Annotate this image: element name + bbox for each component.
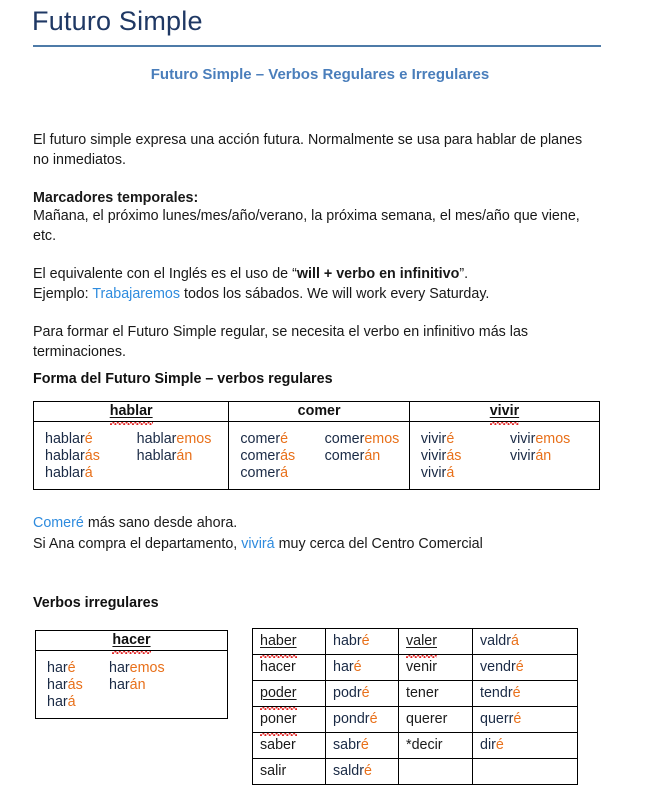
verb-stem: hablar: [136, 448, 177, 464]
example1-rest: más sano desde ahora.: [83, 515, 238, 531]
verb-form: [240, 431, 324, 448]
verb-ending: é: [369, 711, 378, 727]
verb-stem: vendr: [480, 659, 516, 675]
hacer-conjugation-table: [35, 630, 228, 719]
verb-form: [333, 763, 372, 779]
page-title: Futuro Simple: [32, 6, 203, 36]
verb-form: [137, 465, 229, 482]
verb-infinitive: hacer: [260, 659, 296, 675]
verb-infinitive: querer: [406, 711, 448, 727]
verb-ending: é: [360, 737, 369, 753]
verb-form: [333, 659, 362, 675]
verb-stem: har: [109, 677, 130, 693]
verb-ending: é: [513, 711, 522, 727]
hacer-header: [36, 631, 228, 651]
verb-ending: é: [84, 431, 93, 447]
verb-form: [510, 448, 599, 465]
verb-ending: ás: [280, 448, 296, 464]
verb-form: [480, 711, 521, 727]
table-row: [36, 651, 228, 719]
verb-form: [47, 660, 109, 677]
verb-infinitive: salir: [260, 763, 287, 779]
verb-infinitive: valer: [406, 629, 437, 654]
verb-ending: emos: [129, 660, 165, 676]
irregular-conjugated-cell: [473, 733, 578, 759]
verb-stem: comer: [240, 431, 281, 447]
verb-form: [421, 431, 510, 448]
verb-ending: é: [495, 737, 504, 753]
verb-form: [47, 694, 109, 711]
table-row: [253, 629, 578, 655]
equivalente-line1-pre: El equivalente con el Inglés es el uso de “: [33, 266, 297, 282]
verb-ending: é: [67, 660, 76, 676]
marcadores-heading: Marcadores temporales:: [33, 190, 199, 206]
verb-ending: ás: [84, 448, 100, 464]
verb-ending: emos: [364, 431, 400, 447]
table-header-row: [34, 402, 600, 422]
verb-infinitive: poner: [260, 707, 297, 732]
verb-form: [240, 448, 324, 465]
example2-verb: vivirá: [241, 536, 275, 552]
regular-header-comer: [229, 402, 410, 422]
ejemplo-label: Ejemplo:: [33, 286, 93, 302]
verb-ending: ás: [446, 448, 462, 464]
verb-ending: ás: [67, 677, 83, 693]
verb-form: [325, 465, 409, 482]
verb-ending: é: [364, 763, 372, 779]
verb-stem: vivir: [509, 448, 536, 464]
regular-verbs-table: [33, 401, 600, 490]
verb-form: [109, 660, 227, 677]
irregular-conjugated-cell: [473, 629, 578, 655]
irregular-verbs-heading: Verbos irregulares: [33, 595, 159, 611]
verb-infinitive: venir: [406, 659, 437, 675]
verb-ending: é: [361, 685, 370, 701]
verb-stem: vivir: [420, 431, 447, 447]
verb-stem: hablar: [136, 431, 177, 447]
hacer-conjugations: [36, 651, 228, 719]
verb-form: [421, 448, 510, 465]
verb-ending: é: [515, 659, 524, 675]
table-row: [253, 681, 578, 707]
verb-ending: é: [512, 685, 521, 701]
verb-form: [510, 465, 599, 482]
example2-pre: Si Ana compra el departamento,: [33, 536, 242, 552]
verb-infinitive: haber: [260, 629, 297, 654]
verb-stem: saldr: [333, 763, 364, 779]
verb-ending: á: [280, 465, 289, 481]
table-row: [253, 733, 578, 759]
irregular-conjugated-cell: [326, 629, 399, 655]
verb-ending: á: [84, 465, 93, 481]
verb-form: [45, 448, 137, 465]
verb-ending: é: [446, 431, 455, 447]
example1-verb: Comeré: [33, 515, 84, 531]
irregular-infinitive-cell: [253, 707, 326, 733]
irregular-infinitive-cell: [253, 655, 326, 681]
verb-stem: hablar: [45, 448, 85, 464]
verb-stem: comer: [324, 448, 365, 464]
verb-form: [47, 677, 109, 694]
table-header-label: hablar: [109, 403, 153, 419]
verb-form: [137, 448, 229, 465]
verb-form: [333, 737, 369, 753]
verb-form: [109, 694, 227, 711]
verb-ending: á: [511, 633, 519, 649]
table-row: [253, 707, 578, 733]
irregular-infinitive-cell: [253, 681, 326, 707]
verb-infinitive: poder: [260, 681, 297, 706]
table-header-label: hacer: [112, 632, 151, 648]
verb-stem: querr: [480, 711, 514, 727]
verb-form: [510, 431, 599, 448]
irregular-conjugated-cell: [326, 655, 399, 681]
table-row: [253, 759, 578, 785]
verb-form: [325, 448, 409, 465]
regular-verbs-heading: Forma del Futuro Simple – verbos regulares: [33, 371, 333, 387]
verb-form: [333, 633, 370, 649]
verb-form: [137, 431, 229, 448]
verb-form: [333, 685, 370, 701]
verb-stem: vivir: [509, 431, 536, 447]
title-divider: [33, 45, 601, 47]
verb-ending: án: [176, 448, 193, 464]
formacion-paragraph: Para formar el Futuro Simple regular, se necesita el verbo en infinitivo más las terminaciones.: [33, 324, 529, 360]
verb-stem: dir: [480, 737, 496, 753]
irregular-verbs-table: [252, 628, 578, 785]
document-subtitle: Futuro Simple – Verbos Regulares e Irregulares: [150, 66, 490, 83]
verb-stem: comer: [324, 431, 365, 447]
verb-form: [45, 465, 137, 482]
intro-paragraph: El futuro simple expresa una acción futura. Normalmente se usa para hablar de planes no inmediatos.: [33, 132, 583, 168]
regular-conjugations-hablar: [34, 422, 229, 490]
irregular-infinitive-cell: [399, 733, 473, 759]
marcadores-text: Mañana, el próximo lunes/mes/año/verano, la próxima semana, el mes/año que viene, etc.: [33, 208, 580, 244]
verb-ending: án: [364, 448, 381, 464]
verb-form: [421, 465, 510, 482]
verb-ending: é: [353, 659, 362, 675]
irregular-empty-cell: [399, 759, 473, 785]
verb-form: [45, 431, 137, 448]
verb-form: [240, 465, 324, 482]
verb-stem: vivir: [420, 465, 447, 481]
verb-form: [325, 431, 409, 448]
verb-ending: án: [129, 677, 146, 693]
verb-ending: emos: [176, 431, 212, 447]
regular-header-hablar: [34, 402, 229, 422]
example2-post: muy cerca del Centro Comercial: [274, 536, 483, 552]
table-header-label: comer: [297, 403, 341, 419]
verb-stem: har: [47, 677, 68, 693]
verb-stem: har: [333, 659, 354, 675]
equivalente-block: [33, 264, 613, 304]
irregular-infinitive-cell: [399, 655, 473, 681]
verb-ending: á: [67, 694, 76, 710]
table-header-label: vivir: [489, 403, 520, 419]
verb-stem: sabr: [333, 737, 361, 753]
verb-infinitive: tener: [406, 685, 439, 701]
verb-stem: valdr: [480, 633, 511, 649]
equivalente-line1-bold: will + verbo en infinitivo: [296, 266, 460, 282]
verb-stem: har: [47, 660, 68, 676]
verb-form: [480, 659, 524, 675]
example-sentences: [33, 513, 613, 555]
ejemplo-rest: todos los sábados. We will work every Saturday.: [180, 286, 490, 302]
verb-stem: tendr: [480, 685, 513, 701]
verb-stem: comer: [240, 448, 281, 464]
irregular-infinitive-cell: [253, 759, 326, 785]
verb-ending: á: [446, 465, 455, 481]
table-row: [34, 422, 600, 490]
regular-conjugations-comer: [229, 422, 410, 490]
verb-stem: hablar: [45, 431, 85, 447]
verb-form: [109, 677, 227, 694]
verb-stem: har: [47, 694, 68, 710]
verb-infinitive: *decir: [406, 737, 443, 753]
verb-stem: hablar: [45, 465, 85, 481]
verb-form: [480, 633, 519, 649]
irregular-conjugated-cell: [473, 681, 578, 707]
irregular-conjugated-cell: [326, 681, 399, 707]
verb-ending: é: [280, 431, 289, 447]
verb-ending: é: [361, 633, 370, 649]
irregular-conjugated-cell: [473, 707, 578, 733]
irregular-infinitive-cell: [253, 629, 326, 655]
verb-form: [480, 685, 521, 701]
irregular-conjugated-cell: [473, 655, 578, 681]
irregular-infinitive-cell: [399, 681, 473, 707]
equivalente-line1-post: ”.: [459, 266, 469, 282]
regular-conjugations-vivir: [409, 422, 599, 490]
verb-stem: podr: [333, 685, 362, 701]
irregular-conjugated-cell: [326, 759, 399, 785]
irregular-empty-cell: [473, 759, 578, 785]
verb-form: [333, 711, 378, 727]
regular-header-vivir: [409, 402, 599, 422]
irregular-conjugated-cell: [326, 733, 399, 759]
verb-stem: habr: [333, 633, 362, 649]
verb-infinitive: saber: [260, 737, 296, 753]
verb-ending: án: [535, 448, 552, 464]
irregular-conjugated-cell: [326, 707, 399, 733]
ejemplo-verb: Trabajaremos: [92, 286, 181, 302]
verb-stem: comer: [240, 465, 281, 481]
irregular-infinitive-cell: [399, 707, 473, 733]
irregular-infinitive-cell: [399, 629, 473, 655]
verb-form: [480, 737, 504, 753]
verb-stem: pondr: [333, 711, 370, 727]
verb-stem: har: [109, 660, 130, 676]
table-row: [253, 655, 578, 681]
verb-stem: vivir: [420, 448, 447, 464]
irregular-infinitive-cell: [253, 733, 326, 759]
verb-ending: emos: [535, 431, 571, 447]
table-header-row: [36, 631, 228, 651]
